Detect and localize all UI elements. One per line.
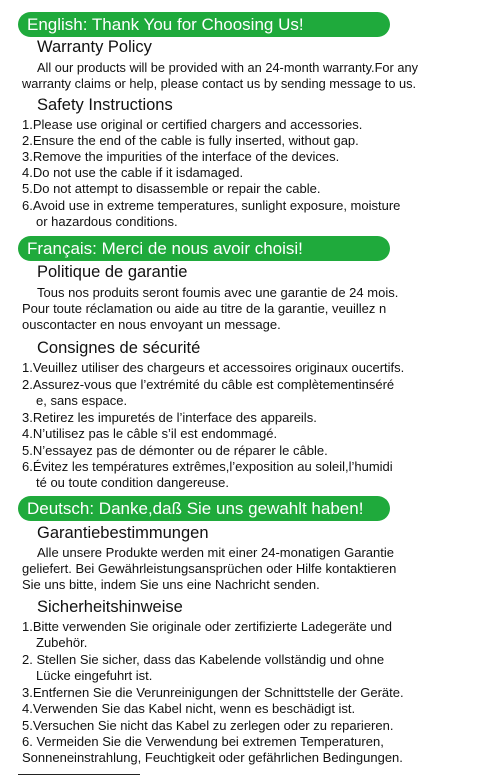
english-safety-line: 2.Ensure the end of the cable is fully inserted, without gap.: [22, 133, 359, 148]
french-safety-line: 6.Évitez les températures extrêmes,l’exposition au soleil,l’humidi: [22, 459, 393, 474]
french-safety-title: Consignes de sécurité: [37, 339, 201, 357]
english-warranty-line: warranty claims or help, please contact us by sending message to us.: [22, 76, 417, 91]
english-safety-line: or hazardous conditions.: [36, 214, 178, 229]
english-safety-line: 4.Do not use the cable if it isdamaged.: [22, 165, 244, 180]
french-safety-line: 1.Veuillez utiliser des chargeurs et accessoires originaux oucertifs.: [22, 360, 405, 375]
german-warranty-line: geliefert. Bei Gewährleistungsansprüchen oder Hilfe kontaktieren: [22, 561, 397, 576]
french-safety-line: 4.N’utilisez pas le câble s’il est endommagé.: [22, 426, 278, 441]
french-safety-line: 2.Assurez-vous que l’extrémité du câble est complètementinséré: [22, 377, 395, 392]
german-safety-line: 1.Bitte verwenden Sie originale oder zertifizierte Ladegeräte und: [22, 619, 393, 634]
german-safety-line: 4.Verwenden Sie das Kabel nicht, wenn es beschädigt ist.: [22, 701, 356, 716]
english-warranty-line: All our products will be provided with an 24-month warranty.For any: [37, 60, 419, 75]
german-safety-line: 5.Versuchen Sie nicht das Kabel zu zerlegen oder zu reparieren.: [22, 718, 394, 733]
french-safety-line: té ou toute condition dangereuse.: [36, 475, 229, 490]
footer-divider: [18, 774, 140, 775]
english-safety-line: 3.Remove the impurities of the interface of the devices.: [22, 149, 340, 164]
german-safety-line: 2. Stellen Sie sicher, dass das Kabelende vollständig und ohne: [22, 652, 385, 667]
english-safety-line: 5.Do not attempt to disassemble or repair the cable.: [22, 181, 321, 196]
german-warranty-line: Sie uns bitte, indem Sie uns eine Nachricht senden.: [22, 577, 320, 592]
english-banner: English: Thank You for Choosing Us!: [18, 12, 390, 37]
german-safety-line: 6. Vermeiden Sie die Verwendung bei extremen Temperaturen,: [22, 734, 384, 749]
german-banner: Deutsch: Danke,daß Sie uns gewahlt haben!: [18, 496, 390, 521]
french-safety-line: 3.Retirez les impuretés de l’interface des appareils.: [22, 410, 317, 425]
french-banner: Français: Merci de nous avoir choisi!: [18, 236, 390, 261]
french-warranty-line: ouscontacter en nous envoyant un message.: [22, 317, 281, 332]
english-safety-line: 1.Please use original or certified chargers and accessories.: [22, 117, 363, 132]
french-warranty-line: Pour toute réclamation ou aide au titre de la garantie, veuillez n: [22, 301, 387, 316]
german-safety-title: Sicherheitshinweise: [37, 598, 183, 616]
german-safety-line: Lücke eingefuhrt ist.: [36, 668, 153, 683]
english-warranty-title: Warranty Policy: [37, 38, 152, 56]
french-warranty-line: Tous nos produits seront foumis avec une garantie de 24 mois.: [37, 285, 399, 300]
english-safety-title: Safety Instructions: [37, 96, 173, 114]
german-safety-line: 3.Entfernen Sie die Verunreinigungen der Schnittstelle der Geräte.: [22, 685, 404, 700]
german-safety-line: Zubehör.: [36, 635, 88, 650]
french-safety-line: e, sans espace.: [36, 393, 128, 408]
german-warranty-title: Garantiebestimmungen: [37, 524, 209, 542]
french-safety-line: 5.N’essayez pas de démonter ou de réparer le câble.: [22, 443, 328, 458]
english-safety-line: 6.Avoid use in extreme temperatures, sunlight exposure, moisture: [22, 198, 401, 213]
french-warranty-title: Politique de garantie: [37, 263, 188, 281]
german-warranty-line: Alle unsere Produkte werden mit einer 24-monatigen Garantie: [37, 545, 394, 560]
german-safety-line: Sonneneinstrahlung, Feuchtigkeit oder gefährlichen Bedingungen.: [22, 750, 403, 765]
